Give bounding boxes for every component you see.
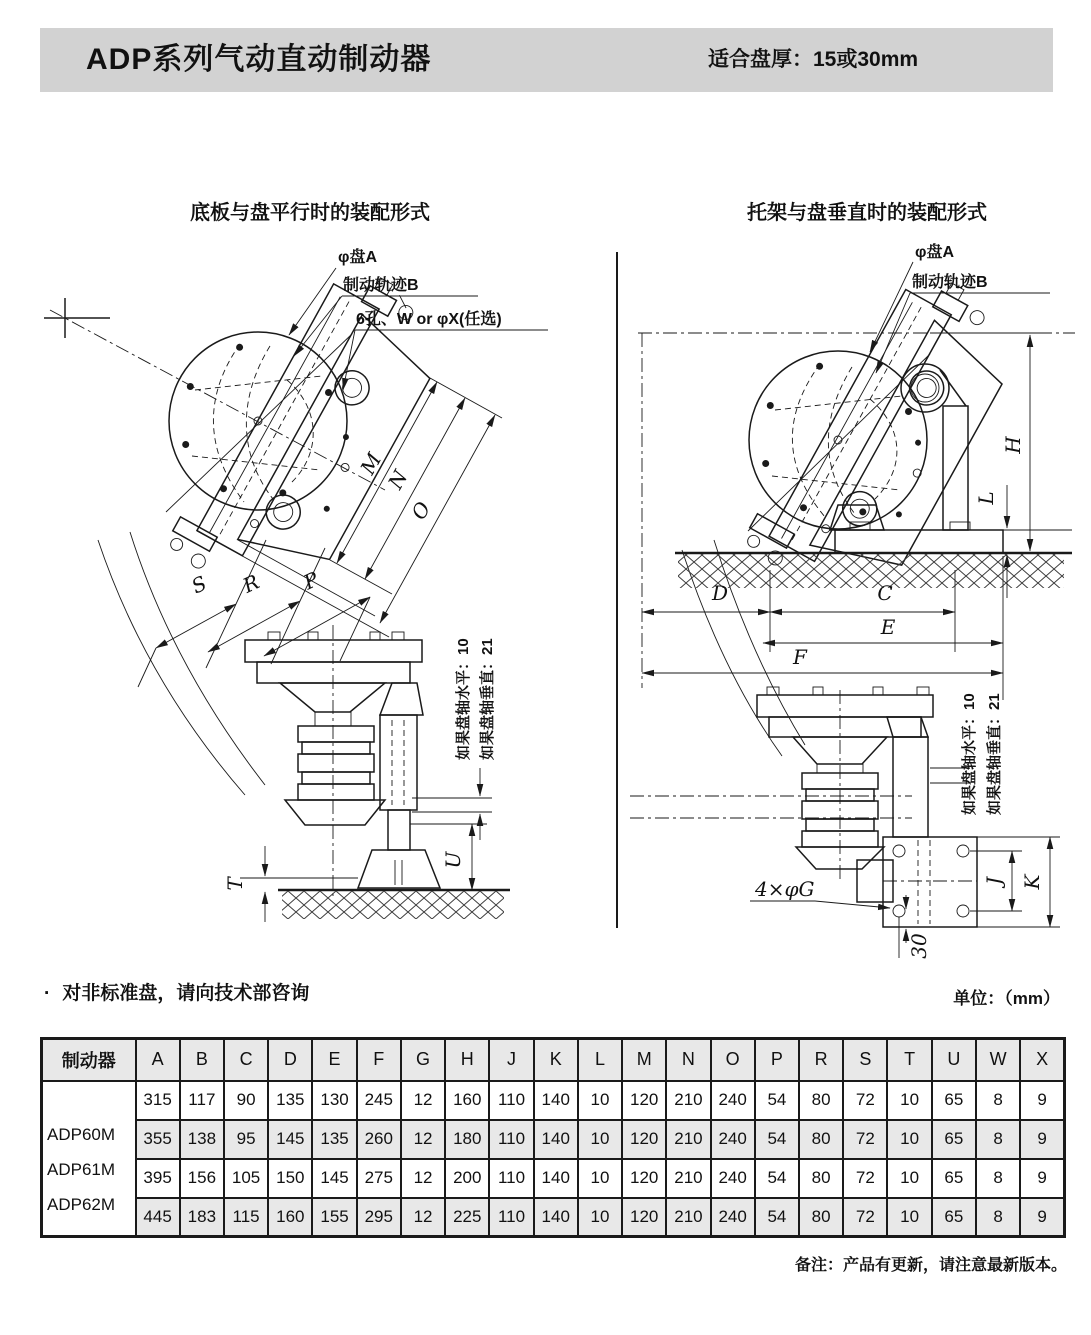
table-cell: 210 [666, 1159, 710, 1198]
table-cell: 155 [312, 1198, 356, 1237]
col-header-X: X [1020, 1039, 1064, 1081]
table-cell: 80 [799, 1198, 843, 1237]
ground-hatch [278, 890, 510, 919]
col-header-B: B [180, 1039, 224, 1081]
axis-vertical-note: 如果盘轴垂直：21 [986, 693, 1003, 815]
table-cell: 8 [976, 1120, 1020, 1159]
table-cell: 210 [666, 1081, 710, 1120]
col-header-E: E [312, 1039, 356, 1081]
note-text: 对非标准盘，请向技术部咨询 [62, 983, 310, 1004]
dim-label-j: J [982, 876, 1006, 886]
table-cell: 54 [755, 1198, 799, 1237]
col-header-D: D [268, 1039, 312, 1081]
table-cell: 355 [136, 1120, 180, 1159]
table-cell: 120 [622, 1081, 666, 1120]
table-cell: 140 [534, 1198, 578, 1237]
technical-drawing-perpendicular-mount [630, 240, 1085, 965]
col-header-R: R [799, 1039, 843, 1081]
table-cell: 12 [401, 1120, 445, 1159]
col-header-U: U [932, 1039, 976, 1081]
table-cell: 72 [843, 1198, 887, 1237]
dim-label-h: H [1001, 436, 1025, 454]
dim-label-u: U [441, 851, 465, 869]
dim-label-t: T [223, 877, 247, 891]
dim-label-l: L [974, 491, 998, 505]
col-header-S: S [843, 1039, 887, 1081]
axis-vertical-note: 如果盘轴垂直：21 [479, 638, 496, 760]
figure-divider [616, 252, 618, 928]
axis-horizontal-note: 如果盘轴水平：10 [455, 638, 472, 760]
axis-horizontal-note: 如果盘轴水平：10 [961, 693, 978, 815]
table-cell: 120 [622, 1120, 666, 1159]
table-cell: 54 [755, 1159, 799, 1198]
table-cell: 54 [755, 1120, 799, 1159]
table-cell: 12 [401, 1198, 445, 1237]
table-cell: 245 [357, 1081, 401, 1120]
mount-holes-label: 6孔、W or φX(任选) [356, 311, 502, 328]
dim-label-n: N [383, 466, 413, 494]
table-cell: 295 [357, 1198, 401, 1237]
leader-labels [870, 242, 1050, 373]
table-cell: 140 [534, 1120, 578, 1159]
col-header-F: F [357, 1039, 401, 1081]
table-cell: 275 [357, 1159, 401, 1198]
table-cell: 9 [1020, 1159, 1064, 1198]
col-header-N: N [666, 1039, 710, 1081]
col-header-T: T [887, 1039, 931, 1081]
table-cell: 130 [312, 1081, 356, 1120]
table-row [42, 1159, 1065, 1198]
table-cell: 160 [268, 1198, 312, 1237]
table-cell: 140 [534, 1159, 578, 1198]
table-cell: 140 [534, 1081, 578, 1120]
footer-remark: 备注：产品有更新，请注意最新版本。 [794, 1257, 1067, 1274]
reference-lines [638, 333, 1075, 688]
model-name: ADP62M [47, 1194, 116, 1214]
table-cell: 8 [976, 1159, 1020, 1198]
dim-label-d: D [711, 581, 729, 605]
col-header-O: O [711, 1039, 755, 1081]
table-cell: 80 [799, 1159, 843, 1198]
table-cell: 240 [711, 1159, 755, 1198]
table-cell: 110 [489, 1120, 533, 1159]
table-cell: 10 [578, 1198, 622, 1237]
table-cell: 65 [932, 1198, 976, 1237]
dim-label-e: E [880, 615, 896, 639]
table-cell: 120 [622, 1198, 666, 1237]
table-cell: 115 [224, 1198, 268, 1237]
table-cell: 110 [489, 1081, 533, 1120]
table-cell: 10 [578, 1159, 622, 1198]
dim-group-bottom [750, 768, 1060, 959]
table-cell: 90 [224, 1081, 268, 1120]
table-cell: 240 [711, 1198, 755, 1237]
technical-drawing-parallel-mount [40, 240, 615, 940]
table-cell: 138 [180, 1120, 224, 1159]
table-cell: 72 [843, 1081, 887, 1120]
header-bar [40, 28, 1053, 92]
table-cell: 240 [711, 1120, 755, 1159]
col-header-P: P [755, 1039, 799, 1081]
table-cell: 65 [932, 1159, 976, 1198]
disc-diameter-label: φ盘A [915, 244, 955, 261]
table-row [42, 1198, 1065, 1237]
table-cell: 240 [711, 1081, 755, 1120]
table-cell: 80 [799, 1120, 843, 1159]
table-cell: 110 [489, 1159, 533, 1198]
brake-track-label: 制动轨迹B [912, 274, 988, 291]
table-cell: 9 [1020, 1120, 1064, 1159]
table-cell: 445 [136, 1198, 180, 1237]
table-cell: 8 [976, 1198, 1020, 1237]
col-header-C: C [224, 1039, 268, 1081]
spec-table-head-row [42, 1039, 1065, 1081]
col-header-W: W [976, 1039, 1020, 1081]
model-name: ADP61M [47, 1159, 116, 1179]
col-header-K: K [534, 1039, 578, 1081]
side-view-mechanism [245, 625, 440, 898]
table-cell: 135 [268, 1081, 312, 1120]
unit-note: 单位：（mm） [953, 989, 1060, 1008]
table-cell: 10 [578, 1120, 622, 1159]
table-cell: 105 [224, 1159, 268, 1198]
dim-label-o: O [406, 497, 436, 524]
table-cell: 10 [887, 1198, 931, 1237]
table-cell: 135 [312, 1120, 356, 1159]
dim-label-f: F [793, 645, 807, 669]
table-cell: 225 [445, 1198, 489, 1237]
table-cell: 65 [932, 1120, 976, 1159]
table-cell: 12 [401, 1159, 445, 1198]
dim-label-s: S [187, 570, 211, 599]
table-cell: 117 [180, 1081, 224, 1120]
table-row [42, 1120, 1065, 1159]
table-cell: 210 [666, 1120, 710, 1159]
table-cell: 8 [976, 1081, 1020, 1120]
disc-diameter-label: φ盘A [338, 249, 378, 266]
table-cell: 12 [401, 1081, 445, 1120]
table-cell: 145 [312, 1159, 356, 1198]
table-row [42, 1081, 1065, 1120]
table-cell: 160 [445, 1081, 489, 1120]
col-header-H: H [445, 1039, 489, 1081]
table-cell: 110 [489, 1198, 533, 1237]
table-cell: 260 [357, 1120, 401, 1159]
dim-label-30: 30 [907, 933, 931, 959]
model-names-cell [42, 1081, 136, 1237]
table-cell: 9 [1020, 1198, 1064, 1237]
dim-label-c: C [877, 581, 893, 605]
table-cell: 120 [622, 1159, 666, 1198]
table-cell: 180 [445, 1120, 489, 1159]
flange-holes-label: 4×φG [755, 877, 815, 901]
col-header-制动器: 制动器 [42, 1039, 136, 1081]
disc-thickness-note: 适合盘厚：15或30mm [708, 48, 919, 71]
col-header-L: L [578, 1039, 622, 1081]
datum-crosshair [44, 298, 385, 490]
table-cell: 183 [180, 1198, 224, 1237]
dim-label-m: M [355, 448, 387, 479]
table-cell: 72 [843, 1120, 887, 1159]
table-cell: 145 [268, 1120, 312, 1159]
table-cell: 80 [799, 1081, 843, 1120]
table-cell: 395 [136, 1159, 180, 1198]
dim-label-p: P [299, 566, 323, 595]
table-cell: 210 [666, 1198, 710, 1237]
non-standard-disc-note [44, 978, 309, 1005]
dim-label-k: K [1020, 874, 1044, 890]
figure-title-parallel: 底板与盘平行时的装配形式 [190, 202, 430, 224]
figure-title-perpendicular: 托架与盘垂直时的装配形式 [747, 202, 987, 224]
table-cell: 200 [445, 1159, 489, 1198]
table-cell: 150 [268, 1159, 312, 1198]
col-header-J: J [489, 1039, 533, 1081]
table-cell: 54 [755, 1081, 799, 1120]
table-cell: 10 [887, 1159, 931, 1198]
col-header-M: M [622, 1039, 666, 1081]
page-title: ADP系列气动直动制动器 [86, 43, 432, 76]
table-cell: 10 [887, 1120, 931, 1159]
note-bullet: · [44, 983, 51, 1004]
spec-table-body [42, 1081, 1065, 1237]
table-cell: 9 [1020, 1081, 1064, 1120]
table-cell: 10 [887, 1081, 931, 1120]
ground-hatch [675, 553, 1072, 588]
col-header-G: G [401, 1039, 445, 1081]
spec-table [40, 1037, 1066, 1238]
dim-group-mno [197, 378, 502, 637]
table-cell: 10 [578, 1081, 622, 1120]
table-cell: 65 [932, 1081, 976, 1120]
brake-track-label: 制动轨迹B [343, 277, 419, 294]
col-header-A: A [136, 1039, 180, 1081]
table-cell: 72 [843, 1159, 887, 1198]
table-cell: 315 [136, 1081, 180, 1120]
disc-track-arcs [98, 532, 265, 795]
table-cell: 95 [224, 1120, 268, 1159]
dim-label-r: R [239, 569, 263, 598]
model-name: ADP60M [47, 1124, 116, 1144]
table-cell: 156 [180, 1159, 224, 1198]
